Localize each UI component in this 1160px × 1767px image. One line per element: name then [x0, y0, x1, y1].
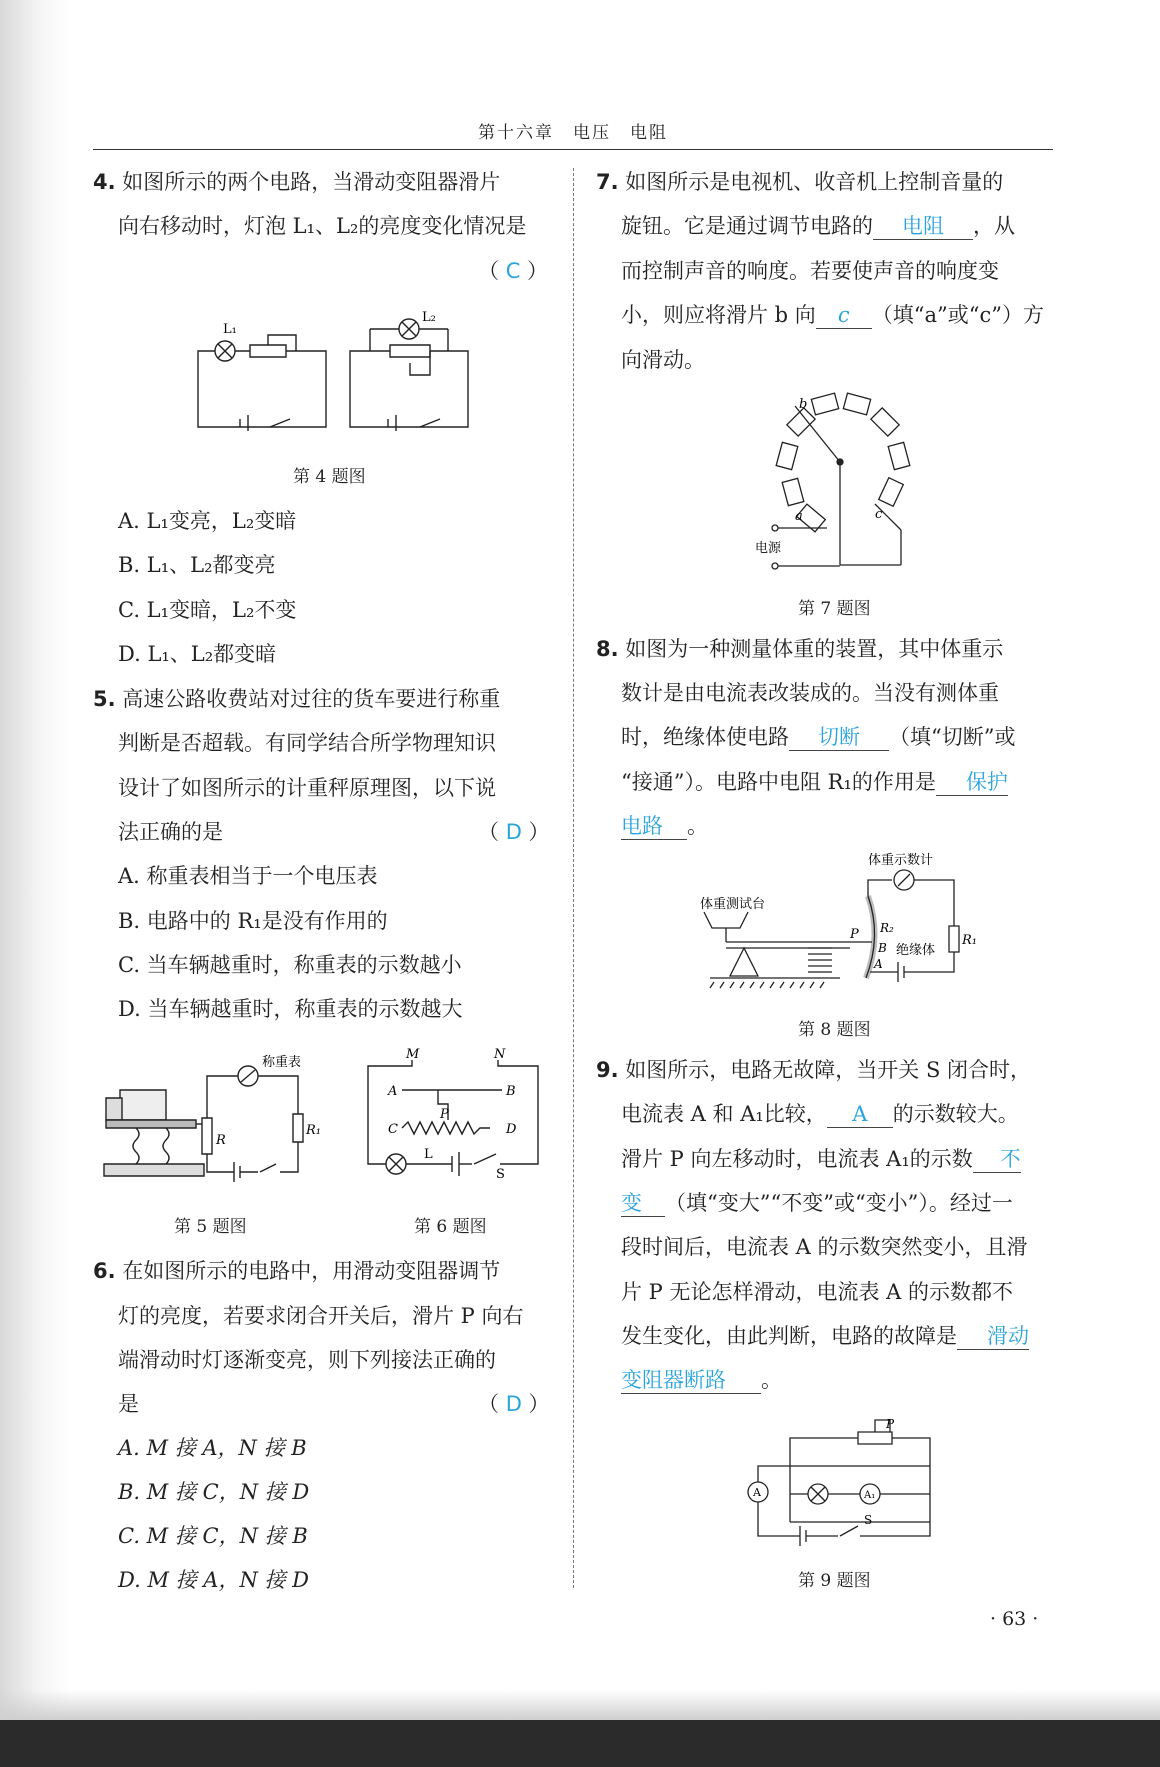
q4-option-b: B. L₁、L₂都变亮	[118, 553, 276, 577]
q6-option-a: A. M 接 A，N 接 B	[118, 1436, 307, 1460]
q9-text-3a: 滑片 P 向左移动时，电流表 A₁的示数	[621, 1147, 973, 1171]
q9-fig-a: A	[753, 1486, 761, 1499]
q4-text-1: 如图所示的两个电路，当滑动变阻器滑片	[122, 170, 501, 194]
q6-text-1: 在如图所示的电路中，用滑动变阻器调节	[122, 1259, 501, 1283]
q6-option-d: D. M 接 A，N 接 D	[118, 1568, 310, 1592]
q4-option-c: C. L₁变暗，L₂不变	[118, 598, 297, 622]
q5-text-1: 高速公路收费站对过往的货车要进行称重	[122, 687, 501, 711]
q8-text-3b: （填“切断”或	[889, 725, 1016, 749]
q9-fig-a1: A₁	[864, 1490, 876, 1501]
q8-blank-2a: 保护	[936, 769, 1008, 796]
q9-fig-s: S	[864, 1513, 873, 1527]
q5-line-1	[93, 684, 500, 714]
q8-text-3a: 时，绝缘体使电路	[621, 725, 789, 749]
q8-number: 8.	[596, 637, 619, 661]
q5-line-3: 设计了如图所示的计重秤原理图，以下说	[118, 776, 496, 800]
q4-line-1	[93, 167, 500, 197]
q9-blank-3a: 滑动	[957, 1323, 1029, 1350]
q4-circuit-figure	[190, 310, 480, 435]
q4-caption: 第 4 题图	[293, 467, 366, 487]
q7-number: 7.	[596, 170, 619, 194]
q7-text-1: 如图所示是电视机、收音机上控制音量的	[625, 170, 1004, 194]
q4-option-a: A. L₁变亮，L₂变暗	[118, 509, 297, 533]
q9-line-1	[596, 1055, 1031, 1085]
header-rule	[93, 149, 1053, 150]
q8-fig-platform: 体重测试台	[700, 897, 766, 912]
q6-line-2: 灯的亮度，若要求闭合开关后，滑片 P 向右	[118, 1304, 524, 1328]
q9-text-1: 如图所示，电路无故障，当开关 S 闭合时，	[625, 1058, 1032, 1082]
q4-answer: （ C ）	[478, 259, 549, 283]
q9-text-7a: 发生变化，由此判断，电路的故障是	[621, 1324, 957, 1348]
q6-number: 6.	[93, 1259, 116, 1283]
q7-caption: 第 7 题图	[798, 599, 871, 619]
q7-line-3: 而控制声音的响度。若要使声音的响度变	[621, 259, 999, 283]
q6-caption: 第 6 题图	[414, 1217, 487, 1237]
q8-line-3	[621, 722, 1015, 752]
q6-fig-p: P	[440, 1107, 449, 1122]
q6-fig-m: M	[406, 1047, 420, 1062]
q6-answer: （ D ）	[478, 1392, 550, 1416]
q4-fig-l2: L₂	[422, 310, 436, 325]
q9-blank-1: A	[827, 1101, 893, 1128]
q7-text-2b: ，从	[973, 214, 1015, 238]
q6-fig-n: N	[494, 1047, 506, 1062]
q8-text-5b: 。	[687, 814, 708, 838]
q6-answer-value: D	[505, 1392, 522, 1416]
q8-line-2: 数计是由电流表改装成的。当没有测体重	[621, 681, 999, 705]
q8-fig-r2: R₂	[880, 921, 894, 935]
q6-fig-d: D	[506, 1122, 517, 1137]
q5-option-b: B. 电路中的 R₁是没有作用的	[118, 909, 388, 933]
q5-answer: （ D ）	[478, 820, 550, 844]
q7-knob-figure	[755, 390, 915, 575]
q5-option-a: A. 称重表相当于一个电压表	[118, 864, 378, 888]
q9-caption: 第 9 题图	[798, 1571, 871, 1591]
q7-line-2	[621, 211, 1015, 241]
q4-number: 4.	[93, 170, 116, 194]
q5-scale-figure	[100, 1050, 340, 1180]
q5-number: 5.	[93, 687, 116, 711]
q7-text-4b: （填“a”或“c”）方	[871, 303, 1045, 327]
q7-blank-2: c	[816, 302, 872, 329]
q6-fig-b: B	[506, 1084, 516, 1099]
q8-line-4	[621, 767, 1008, 797]
q4-fig-l1: L₁	[223, 322, 237, 337]
q9-text-8b: 。	[761, 1368, 782, 1392]
q8-fig-a: A	[874, 957, 883, 971]
q9-text-2a: 电流表 A 和 A₁比较，	[621, 1102, 827, 1126]
q5-caption: 第 5 题图	[174, 1217, 247, 1237]
q6-fig-l: L	[424, 1147, 433, 1162]
q5-option-d: D. 当车辆越重时，称重表的示数越大	[118, 997, 463, 1021]
q8-blank-1: 切断	[789, 724, 889, 751]
q9-fig-p: P	[886, 1417, 895, 1431]
q6-fig-s: S	[496, 1167, 505, 1182]
q9-text-2b: 的示数较大。	[892, 1102, 1019, 1126]
q7-line-1	[596, 167, 1003, 197]
q8-scale-figure	[700, 853, 980, 996]
q9-circuit-figure	[740, 1412, 940, 1547]
q8-text-4a: “接通”）。电路中电阻 R₁的作用是	[621, 770, 936, 794]
q8-fig-r1: R₁	[962, 933, 977, 948]
q9-line-2	[621, 1099, 1019, 1129]
q8-text-1: 如图为一种测量体重的装置，其中体重示	[625, 637, 1004, 661]
page-number: · 63 ·	[990, 1608, 1039, 1630]
q5-fig-r: R	[216, 1133, 226, 1148]
q4-line-2: 向右移动时，灯泡 L₁、L₂的亮度变化情况是	[118, 214, 527, 238]
chapter-header: 第十六章 电压 电阻	[478, 123, 668, 143]
q7-fig-a: a	[795, 509, 803, 524]
q7-blank-1: 电阻	[873, 213, 973, 240]
q8-fig-b: B	[878, 941, 887, 955]
q9-line-7	[621, 1321, 1029, 1351]
q4-answer-value: C	[505, 259, 521, 283]
column-divider	[573, 168, 574, 1588]
q7-fig-c: c	[875, 507, 883, 522]
q5-option-c: C. 当车辆越重时，称重表的示数越小	[118, 953, 462, 977]
q8-caption: 第 8 题图	[798, 1020, 871, 1040]
q6-line-3: 端滑动时灯逐渐变亮，则下列接法正确的	[118, 1348, 496, 1372]
q7-text-4a: 小，则应将滑片 b 向	[621, 303, 816, 327]
q8-line-1	[596, 634, 1003, 664]
q8-fig-insulator: 绝缘体	[896, 943, 936, 958]
q6-line-1	[93, 1256, 500, 1286]
q7-line-5: 向滑动。	[621, 348, 705, 372]
q9-number: 9.	[596, 1058, 619, 1082]
q6-option-c: C. M 接 C，N 接 B	[118, 1524, 308, 1548]
q9-blank-2a: 不	[973, 1146, 1021, 1173]
q9-line-5: 段时间后，电流表 A 的示数突然变小，且滑	[621, 1235, 1028, 1259]
q5-answer-value: D	[505, 820, 522, 844]
q9-blank-2b: 变	[621, 1190, 665, 1217]
q6-circuit-figure	[362, 1047, 542, 1182]
q7-fig-power: 电源	[755, 541, 782, 556]
q5-fig-meter: 称重表	[262, 1055, 302, 1070]
q8-fig-meter: 体重示数计	[868, 853, 934, 868]
q6-fig-a: A	[388, 1084, 398, 1099]
q5-line-4: 法正确的是	[118, 820, 223, 844]
q6-fig-c: C	[388, 1122, 398, 1137]
q5-fig-r1: R₁	[306, 1123, 321, 1138]
q9-line-8	[621, 1365, 782, 1395]
q9-blank-3b: 变阻器断路	[621, 1367, 761, 1394]
q6-line-4: 是	[118, 1392, 139, 1416]
q6-option-b: B. M 接 C，N 接 D	[118, 1480, 310, 1504]
q8-fig-p: P	[850, 927, 859, 942]
q9-line-3	[621, 1144, 1021, 1174]
q7-text-2a: 旋钮。它是通过调节电路的	[621, 214, 873, 238]
q5-line-2: 判断是否超载。有同学结合所学物理知识	[118, 731, 496, 755]
q9-line-4	[621, 1188, 1013, 1218]
q4-option-d: D. L₁、L₂都变暗	[118, 642, 277, 666]
q7-fig-b: b	[799, 397, 808, 412]
q8-line-5	[621, 811, 708, 841]
q9-text-4b: （填“变大”“不变”或“变小”）。经过一	[665, 1191, 1013, 1215]
q8-blank-2b: 电路	[621, 813, 687, 840]
q9-line-6: 片 P 无论怎样滑动，电流表 A 的示数都不	[621, 1280, 1013, 1304]
q7-line-4	[621, 300, 1044, 330]
